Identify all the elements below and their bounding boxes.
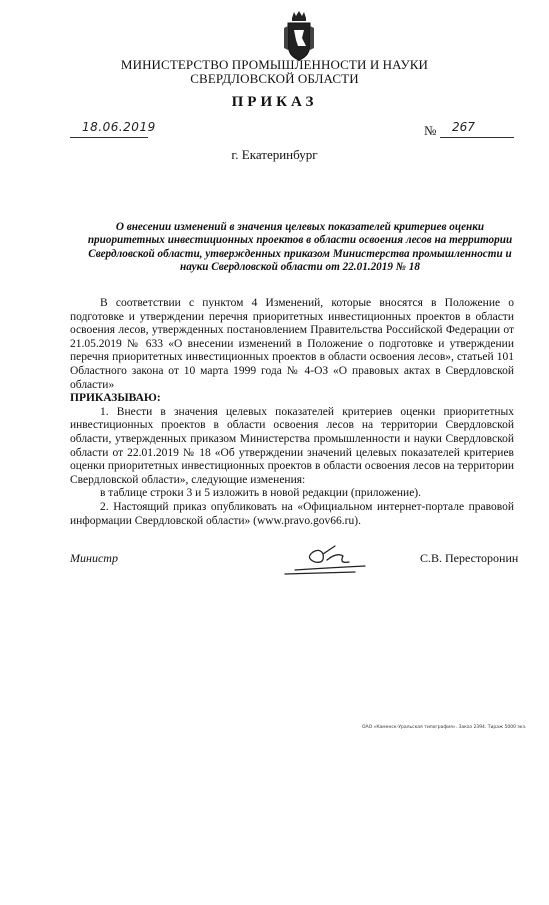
date-underline	[70, 137, 148, 138]
handwritten-signature	[265, 538, 385, 580]
item-1-paragraph: 1. Внести в значения целевых показателей критериев оценки приоритетных инвестиционных проектов в области освоения лесов на территории Свердловской области, утвержденных приказом Министерства промышленности и науки Свердловской области от 22.01.2019 № 18 «Об утверждении значений целевых показателей критериев оценки приоритетных инвестиционных проектов в области освоения лесов на территории Свердловской области», следующие изменения:	[70, 405, 514, 486]
printer-imprint: ОАО «Каменск-Уральская типография». Заказ 2394. Тираж 5000 экз.	[362, 725, 527, 730]
number-label: №	[424, 123, 437, 138]
item-2-paragraph: 2. Настоящий приказ опубликовать на «Официальном интернет-портале правовой информации Свердловской области» (www.pravo.gov66.ru).	[70, 500, 514, 527]
order-number: 267	[452, 120, 475, 134]
document-body	[70, 297, 514, 528]
item-1-sub-paragraph: в таблице строки 3 и 5 изложить в новой редакции (приложение).	[100, 487, 422, 500]
preamble-paragraph: В соответствии с пунктом 4 Изменений, которые вносятся в Положение о подготовке и утверждении перечня приоритетных инвестиционных проектов в области освоения лесов, утвержденных постановлением Правительства Российской Федерации от 21.05.2019 № 633 «О внесении изменений в Положение о подготовке и утверждении перечня приоритетных инвестиционных проектов в области освоения лесов», статьей 101 Областного закона от 10 марта 1999 года № 4-ОЗ «О правовых актах в Свердловской области»	[70, 297, 514, 391]
ministry-name-line2: СВЕРДЛОВСКОЙ ОБЛАСТИ	[190, 71, 359, 86]
signatory-position: Министр	[70, 551, 118, 565]
number-underline	[440, 137, 514, 138]
order-date: 18.06.2019	[82, 120, 156, 134]
coat-of-arms-emblem	[282, 10, 316, 62]
order-directive: ПРИКАЗЫВАЮ:	[70, 392, 161, 405]
document-type: ПРИКАЗ	[231, 94, 318, 110]
ministry-name-line1: МИНИСТЕРСТВО ПРОМЫШЛЕННОСТИ И НАУКИ	[120, 57, 429, 72]
city: г. Екатеринбург	[231, 147, 318, 162]
document-title: О внесении изменений в значения целевых показателей критериев оценки приоритетных инвестиционных проектов в области освоения лесов на территории Свердловской области, утвержденных приказом Министерства промышленности и науки Свердловской области от 22.01.2019 № 18	[87, 221, 513, 273]
signatory-name: С.В. Пересторонин	[420, 551, 519, 565]
